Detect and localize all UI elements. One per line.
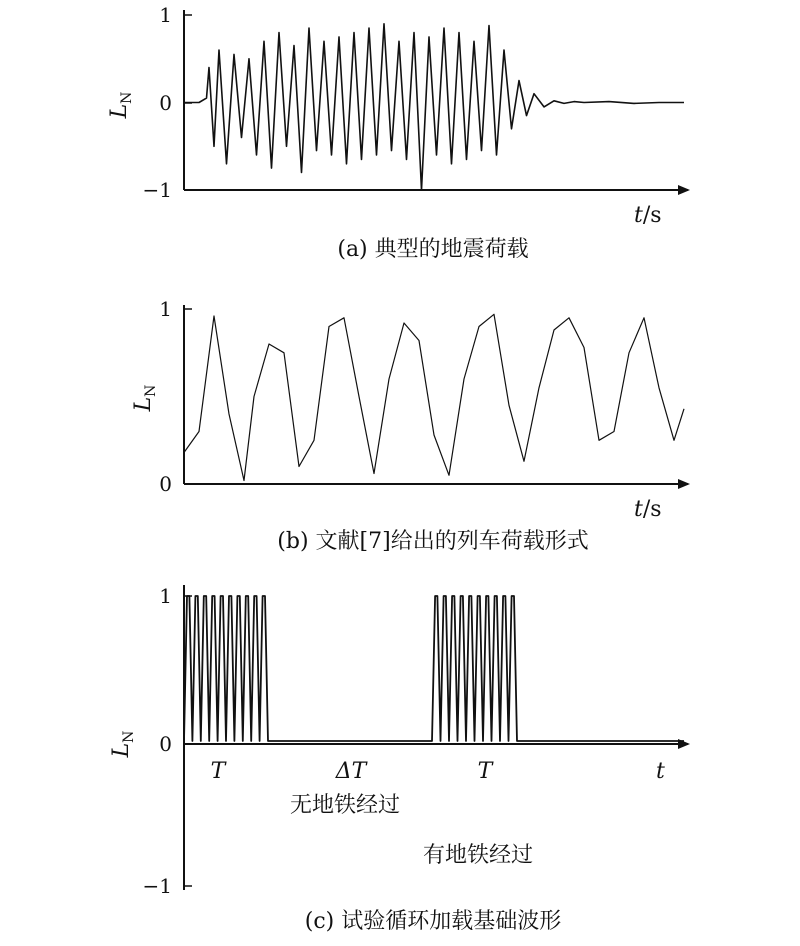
chart-c-period-mark-1: T bbox=[210, 759, 226, 784]
chart-a-ytick-label-0: 0 bbox=[159, 91, 172, 115]
chart-c-ytick-label-0: 0 bbox=[159, 732, 172, 756]
chart-a-series-line bbox=[184, 24, 684, 190]
chart-b-caption: (b) 文献[7]给出的列车荷载形式 bbox=[277, 529, 589, 554]
chart-b bbox=[131, 297, 688, 554]
chart-c-series-line bbox=[184, 596, 684, 741]
chart-b-ytick-label-1: 1 bbox=[159, 297, 172, 321]
chart-c-caption: (c) 试验循环加载基础波形 bbox=[304, 909, 562, 934]
chart-c-ytick-label-neg1: −1 bbox=[142, 874, 172, 898]
chart-c-interval-mark: ΔT bbox=[335, 759, 367, 784]
chart-c-note-subway: 有地铁经过 bbox=[422, 843, 534, 868]
chart-b-xlabel: t/s bbox=[634, 497, 662, 522]
chart-a-xlabel: t/s bbox=[634, 203, 662, 228]
chart-b-ylabel: $L_N$ bbox=[131, 384, 159, 412]
chart-b-series-line bbox=[184, 314, 684, 480]
chart-c-xlabel: t bbox=[656, 759, 665, 784]
chart-a-caption: (a) 典型的地震荷载 bbox=[337, 237, 529, 262]
chart-c-note-no-subway: 无地铁经过 bbox=[289, 793, 401, 818]
chart-b-ytick-label-0: 0 bbox=[159, 472, 172, 496]
chart-a bbox=[107, 3, 688, 262]
chart-a-ytick-label-1: 1 bbox=[159, 3, 172, 27]
chart-a-ytick-label-neg1: −1 bbox=[142, 178, 172, 202]
chart-c-ytick-label-1: 1 bbox=[159, 584, 172, 608]
chart-c-ylabel: $L_N$ bbox=[109, 730, 137, 758]
chart-c bbox=[109, 584, 688, 934]
chart-a-ylabel: $L_N$ bbox=[107, 91, 135, 119]
chart-c-period-mark-2: T bbox=[477, 759, 493, 784]
